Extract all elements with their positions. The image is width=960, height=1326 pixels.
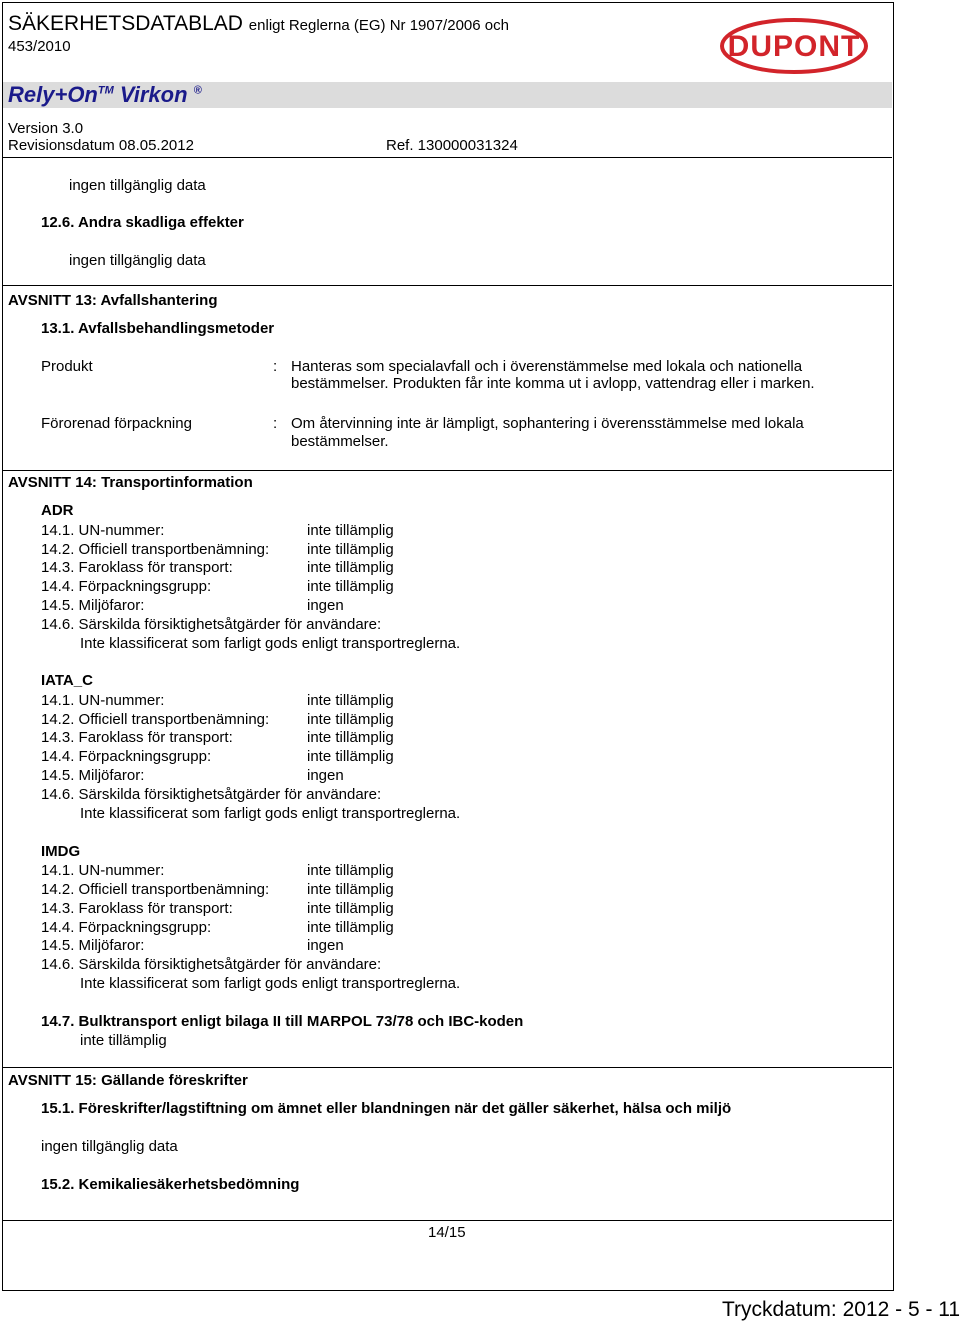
iata-name-value: inte tillämplig (307, 711, 394, 728)
bulk-value: inte tillämplig (80, 1032, 167, 1049)
adr-packing-label: 14.4. Förpackningsgrupp: (41, 578, 212, 595)
imdg-name-value: inte tillämplig (307, 881, 394, 898)
sec15-2-heading: 15.2. Kemikaliesäkerhetsbedömning (41, 1176, 300, 1193)
imdg-packing-label: 14.4. Förpackningsgrupp: (41, 919, 212, 936)
adr-heading: ADR (41, 502, 74, 519)
produkt-colon: : (273, 358, 278, 375)
adr-class-label: 14.3. Faroklass för transport: (41, 559, 233, 576)
iata-packing-value: inte tillämplig (307, 748, 394, 765)
imdg-name-label: 14.2. Officiell transportbenämning: (41, 881, 270, 898)
sec15-heading: AVSNITT 15: Gällande föreskrifter (8, 1072, 248, 1089)
iata-un-value: inte tillämplig (307, 692, 394, 709)
iata-env-label: 14.5. Miljöfaror: (41, 767, 145, 784)
imdg-packing-value: inte tillämplig (307, 919, 394, 936)
adr-packing-value: inte tillämplig (307, 578, 394, 595)
product-name: Rely+On™ Virkon ® (8, 82, 202, 107)
imdg-un-label: 14.1. UN-nummer: (41, 862, 165, 879)
iata-class-label: 14.3. Faroklass för transport: (41, 729, 233, 746)
imdg-un-value: inte tillämplig (307, 862, 394, 879)
sec14-divider (3, 470, 892, 471)
sec12-line1: ingen tillgänglig data (69, 177, 206, 194)
adr-un-label: 14.1. UN-nummer: (41, 522, 165, 539)
fororenad-text-line1: Om återvinning inte är lämpligt, sophantering i överensstämmelse med lokala (291, 415, 804, 432)
page-number: 14/15 (428, 1224, 466, 1241)
sec12-line2: ingen tillgänglig data (69, 252, 206, 269)
imdg-env-label: 14.5. Miljöfaror: (41, 937, 145, 954)
sec14-heading: AVSNITT 14: Transportinformation (8, 474, 253, 491)
adr-un-value: inte tillämplig (307, 522, 394, 539)
iata-name-label: 14.2. Officiell transportbenämning: (41, 711, 270, 728)
iata-heading: IATA_C (41, 672, 93, 689)
adr-env-value: ingen (307, 597, 344, 614)
iata-class-value: inte tillämplig (307, 729, 394, 746)
header-divider (3, 157, 892, 158)
revision-date: Revisionsdatum 08.05.2012 (8, 137, 194, 154)
version: Version 3.0 (8, 120, 84, 137)
dupont-logo (720, 18, 868, 74)
sec15-line1: ingen tillgänglig data (41, 1138, 178, 1155)
fororenad-colon: : (273, 415, 278, 432)
imdg-special-text: Inte klassificerat som farligt gods enligt transportreglerna. (80, 975, 461, 992)
adr-name-label: 14.2. Officiell transportbenämning: (41, 541, 270, 558)
logo-text: DUPONT (727, 30, 861, 63)
produkt-text-line1: Hanteras som specialavfall och i överenstämmelse med lokala och nationella (291, 358, 803, 375)
iata-special-text: Inte klassificerat som farligt gods enligt transportreglerna. (80, 805, 461, 822)
sec12-6-heading: 12.6. Andra skadliga effekter (41, 214, 244, 231)
sec15-1-heading: 15.1. Föreskrifter/lagstiftning om ämnet eller blandningen när det gäller säkerhet, hälsa och miljö (41, 1100, 732, 1117)
imdg-class-label: 14.3. Faroklass för transport: (41, 900, 233, 917)
footer-divider (3, 1220, 892, 1221)
document-title: SÄKERHETSDATABLAD enligt Reglerna (EG) Nr 1907/2006 och (8, 12, 509, 35)
adr-env-label: 14.5. Miljöfaror: (41, 597, 145, 614)
iata-special-label: 14.6. Särskilda försiktighetsåtgärder för användare: (41, 786, 382, 803)
imdg-special-label: 14.6. Särskilda försiktighetsåtgärder för användare: (41, 956, 382, 973)
iata-packing-label: 14.4. Förpackningsgrupp: (41, 748, 212, 765)
adr-name-value: inte tillämplig (307, 541, 394, 558)
document-title-line2: 453/2010 (8, 38, 71, 55)
imdg-heading: IMDG (41, 843, 81, 860)
produkt-label: Produkt (41, 358, 93, 375)
adr-special-text: Inte klassificerat som farligt gods enligt transportreglerna. (80, 635, 461, 652)
adr-class-value: inte tillämplig (307, 559, 394, 576)
imdg-class-value: inte tillämplig (307, 900, 394, 917)
iata-env-value: ingen (307, 767, 344, 784)
sec13-heading: AVSNITT 13: Avfallshantering (8, 292, 218, 309)
bulk-heading: 14.7. Bulktransport enligt bilaga II till MARPOL 73/78 och IBC-koden (41, 1013, 524, 1030)
adr-special-label: 14.6. Särskilda försiktighetsåtgärder för användare: (41, 616, 382, 633)
iata-un-label: 14.1. UN-nummer: (41, 692, 165, 709)
imdg-env-value: ingen (307, 937, 344, 954)
print-date: Tryckdatum: 2012 - 5 - 11 (722, 1298, 960, 1321)
sec15-divider (3, 1067, 892, 1068)
produkt-text-line2: bestämmelser. Produkten får inte komma ut i avlopp, vattendrag eller i marken. (291, 375, 815, 392)
sec13-1-heading: 13.1. Avfallsbehandlingsmetoder (41, 320, 275, 337)
fororenad-text-line2: bestämmelser. (291, 433, 389, 450)
sec13-divider (3, 285, 892, 286)
reference-number: Ref. 130000031324 (386, 137, 518, 154)
fororenad-forpackning-label: Förorenad förpackning (41, 415, 192, 432)
